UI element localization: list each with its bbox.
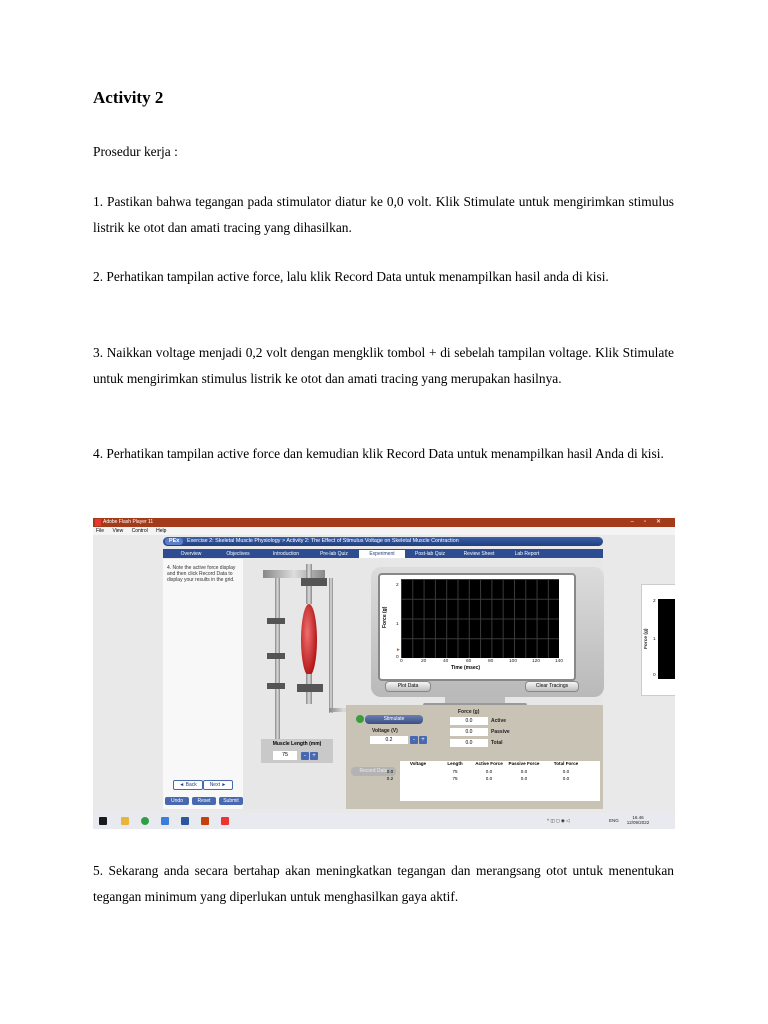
side-chart-ylabel: Force (g) (644, 628, 649, 649)
next-label: Next (209, 782, 220, 788)
embedded-screenshot (93, 518, 675, 829)
muscle-length-increase-button[interactable]: + (310, 752, 318, 760)
col-active-force: Active Force (475, 761, 503, 766)
table-row-2-voltage: 0.2 (386, 776, 394, 781)
record-data-button[interactable]: Record Data (351, 767, 396, 776)
system-tray-icons: ^ ◫ ◻ ◉ ◁ (547, 818, 570, 823)
window-title: Adobe Flash Player 11 (103, 519, 154, 525)
electrode-wire (329, 578, 333, 713)
baseline-marker-icon: ► (396, 648, 401, 653)
submit-button[interactable]: Submit (219, 797, 243, 805)
mail-icon[interactable] (161, 817, 169, 825)
knob-2 (267, 653, 285, 659)
tab-overview[interactable]: Overview (180, 551, 202, 557)
force-plot-area (401, 579, 559, 658)
menu-file[interactable]: File (96, 528, 105, 534)
tab-experiment[interactable]: Experiment (359, 550, 405, 558)
tab-bar (163, 549, 603, 558)
breadcrumb (163, 537, 603, 546)
y-tick-2: 2 (396, 583, 399, 588)
tab-introduction[interactable]: Introduction (272, 551, 300, 557)
col-passive-force: Passive Force (508, 761, 540, 766)
app-icon[interactable] (201, 817, 209, 825)
col-total-force: Total Force (553, 761, 579, 766)
total-force-label: Total (491, 740, 503, 746)
breadcrumb-text: Exercise 2: Skeletal Muscle Physiology > Activity 2: The Effect of Stimulus Voltage on Skeletal Muscle Contraction (187, 538, 459, 544)
voltage-display: 0.2 (370, 736, 408, 744)
undo-button[interactable]: Undo (165, 797, 189, 805)
knob-1 (267, 618, 285, 624)
y-axis-label: Force (g) (382, 606, 388, 628)
flash-player-icon[interactable] (221, 817, 229, 825)
muscle-length-decrease-button[interactable]: - (301, 752, 309, 760)
passive-force-label: Passive (491, 729, 510, 735)
passive-force-value: 0.0 (450, 728, 488, 736)
x-tick-60: 60 (466, 659, 472, 664)
step-1: 1. Pastikan bahwa tegangan pada stimulator diatur ke 0,0 volt. Klik Stimulate untuk mengirimkan stimulus listrik ke otot dan amati tracing yang dihasilkan. (93, 194, 674, 235)
table-row-2-total: 0.0 (562, 776, 570, 781)
language-indicator: ENG (609, 818, 619, 823)
side-chart-plot (658, 599, 675, 679)
voltage-increase-button[interactable]: + (419, 736, 427, 744)
tab-review-sheet[interactable]: Review Sheet (463, 551, 495, 557)
clear-tracings-button[interactable]: Clear Tracings (525, 681, 579, 692)
clock (623, 815, 653, 825)
chrome-icon[interactable] (141, 817, 149, 825)
muscle-length-value: 75 (273, 751, 297, 760)
taskbar (93, 813, 675, 829)
x-tick-0: 0 (400, 659, 403, 664)
x-tick-120: 120 (532, 659, 541, 664)
left-panel (163, 559, 243, 809)
voltage-label: Voltage (V) (372, 728, 398, 734)
data-grid (400, 761, 600, 801)
flash-logo-icon (95, 519, 101, 526)
table-row-1-voltage: 0.0 (386, 769, 394, 774)
stand-rod (275, 570, 280, 760)
menu-control[interactable]: Control (131, 528, 148, 534)
file-explorer-icon[interactable] (121, 817, 129, 825)
window-titlebar (93, 518, 675, 527)
x-tick-40: 40 (443, 659, 449, 664)
pex-logo: PEx (165, 538, 183, 545)
table-row-1-length: 75 (452, 769, 458, 774)
table-row-1-total: 0.0 (562, 769, 570, 774)
muscle-length-panel (261, 739, 333, 763)
procedure-label: Prosedur kerja : (93, 144, 178, 159)
back-button[interactable]: ◄ Back (173, 780, 203, 790)
clock-time: 16.46 (632, 815, 644, 820)
total-force-value: 0.0 (450, 739, 488, 747)
side-chart (641, 584, 675, 696)
bottom-clamp (297, 684, 323, 692)
stimulator-indicator-icon (356, 715, 364, 723)
next-button[interactable]: Next ► (203, 780, 233, 790)
table-row-1-active: 0.0 (485, 769, 493, 774)
table-row-2-active: 0.0 (485, 776, 493, 781)
stimulate-button[interactable]: Stimulate (365, 715, 423, 724)
step-5: 5. Sekarang anda secara bertahap akan meningkatkan tegangan dan merangsang otot untuk menentukan tegangan minimum yang diperlukan untuk menghasilkan gaya aktif. (93, 863, 674, 904)
reset-button[interactable]: Reset (192, 797, 216, 805)
top-clamp (301, 578, 327, 586)
active-force-label: Active (491, 718, 507, 724)
tab-pre-lab-quiz[interactable]: Pre-lab Quiz (320, 551, 348, 557)
col-length: Length (447, 761, 463, 766)
muscle-specimen (301, 604, 317, 676)
active-force-value: 0.0 (450, 717, 488, 725)
top-arm (263, 570, 325, 578)
col-voltage: Voltage (409, 761, 427, 766)
plot-data-button[interactable]: Plot Data (385, 681, 431, 692)
muscle-length-label: Muscle Length (mm) (272, 741, 322, 747)
tab-objectives[interactable]: Objectives (226, 551, 250, 557)
side-tick-0: 0 (653, 673, 656, 678)
voltage-decrease-button[interactable]: - (410, 736, 418, 744)
word-icon[interactable] (181, 817, 189, 825)
x-tick-80: 80 (488, 659, 494, 664)
y-tick-1: 1 (396, 622, 399, 627)
x-tick-20: 20 (421, 659, 427, 664)
x-tick-100: 100 (509, 659, 518, 664)
force-header: Force (g) (458, 709, 480, 715)
activity-heading: Activity 2 (93, 88, 164, 107)
menu-view[interactable]: View (112, 528, 124, 534)
table-row-1-passive: 0.0 (520, 769, 528, 774)
x-axis-label: Time (msec) (451, 665, 481, 671)
table-row-2-length: 75 (452, 776, 458, 781)
menubar (93, 527, 675, 535)
knob-3 (267, 683, 285, 689)
instruction-text: 4. Note the active force display and then click Record Data to display your results in the grid. (167, 565, 236, 584)
windows-start-icon[interactable] (99, 817, 107, 825)
tab-post-lab-quiz[interactable]: Post-lab Quiz (414, 551, 445, 557)
window-controls[interactable]: –▫✕ (630, 519, 671, 525)
menu-help[interactable]: Help (156, 528, 167, 534)
tab-lab-report[interactable]: Lab Report (514, 551, 540, 557)
y-tick-0: 0 (396, 655, 399, 660)
side-tick-2: 2 (653, 599, 656, 604)
side-tick-1: 1 (653, 637, 656, 642)
step-3: 3. Naikkan voltage menjadi 0,2 volt dengan mengklik tombol + di sebelah tampilan voltage. Klik Stimulate untuk mengirimkan stimulus listrik ke otot dan amati tracing yang merupakan hasilnya. (93, 345, 674, 386)
back-label: Back (185, 782, 197, 788)
step-4: 4. Perhatikan tampilan active force dan kemudian klik Record Data untuk menampilkan hasil Anda di kisi. (93, 446, 664, 461)
step-2: 2. Perhatikan tampilan active force, lalu klik Record Data untuk menampilkan hasil anda di kisi. (93, 269, 609, 284)
table-row-2-passive: 0.0 (520, 776, 528, 781)
clock-date: 12/09/2022 (626, 820, 650, 825)
x-tick-140: 140 (555, 659, 564, 664)
